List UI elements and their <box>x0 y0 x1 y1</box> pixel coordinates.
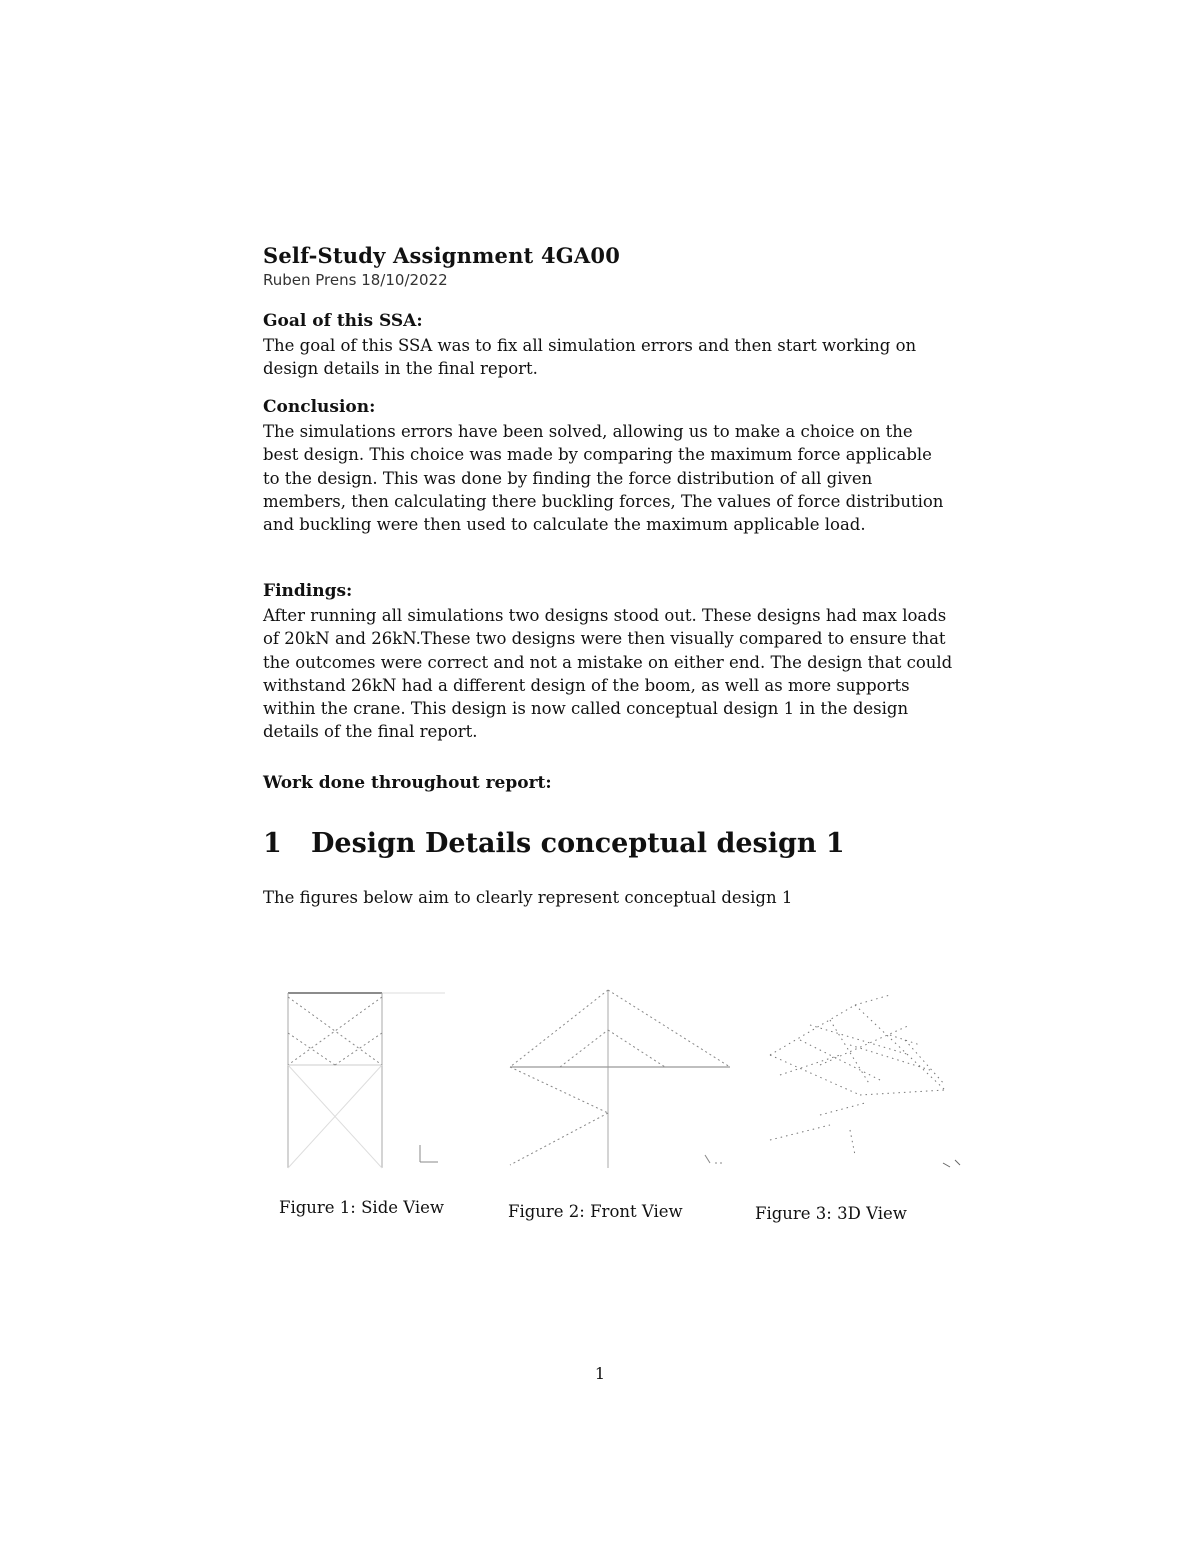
document-title: Self-Study Assignment 4GA00 <box>263 243 621 268</box>
figure-side-view <box>280 985 450 1180</box>
goal-paragraph: The goal of this SSA was to fix all simulation errors and then start working on design details in the final report. <box>263 336 917 379</box>
page-number: 1 <box>594 1364 606 1383</box>
work-done-heading: Work done throughout report: <box>263 773 552 793</box>
conclusion-paragraph: The simulations errors have been solved, allowing us to make a choice on the best design. This choice was made by comparing the maximum force applicable to the design. This was done by finding the force distribution of all given members, then calculating there buckling forces, The values of force distribution and buckling were then used to calculate the maximum applicable load. <box>263 422 944 535</box>
section-number: 1 <box>263 828 282 859</box>
conclusion-heading: Conclusion: <box>263 397 376 417</box>
figure-front-view <box>500 985 740 1180</box>
goal-heading: Goal of this SSA: <box>263 311 423 331</box>
figure-1-caption: Figure 1: Side View <box>279 1198 445 1217</box>
section-intro: The figures below aim to clearly represent conceptual design 1 <box>263 888 793 907</box>
figure-3d-view <box>760 985 975 1180</box>
figure-2-caption: Figure 2: Front View <box>508 1202 683 1221</box>
section-title: Design Details conceptual design 1 <box>311 828 845 859</box>
findings-paragraph: After running all simulations two designs stood out. These designs had max loads of 20kN and 26kN.These two designs were then visually compared to ensure that the outcomes were correct and not a mistake on either end. The design that could withstand 26kN had a different design of the boom, as well as more supports within the crane. This design is now called conceptual design 1 in the design details of the final report. <box>263 606 953 742</box>
figure-3-caption: Figure 3: 3D View <box>755 1204 907 1223</box>
findings-heading: Findings: <box>263 581 353 601</box>
section-heading <box>263 828 845 859</box>
author-date-line: Ruben Prens 18/10/2022 <box>263 271 448 289</box>
